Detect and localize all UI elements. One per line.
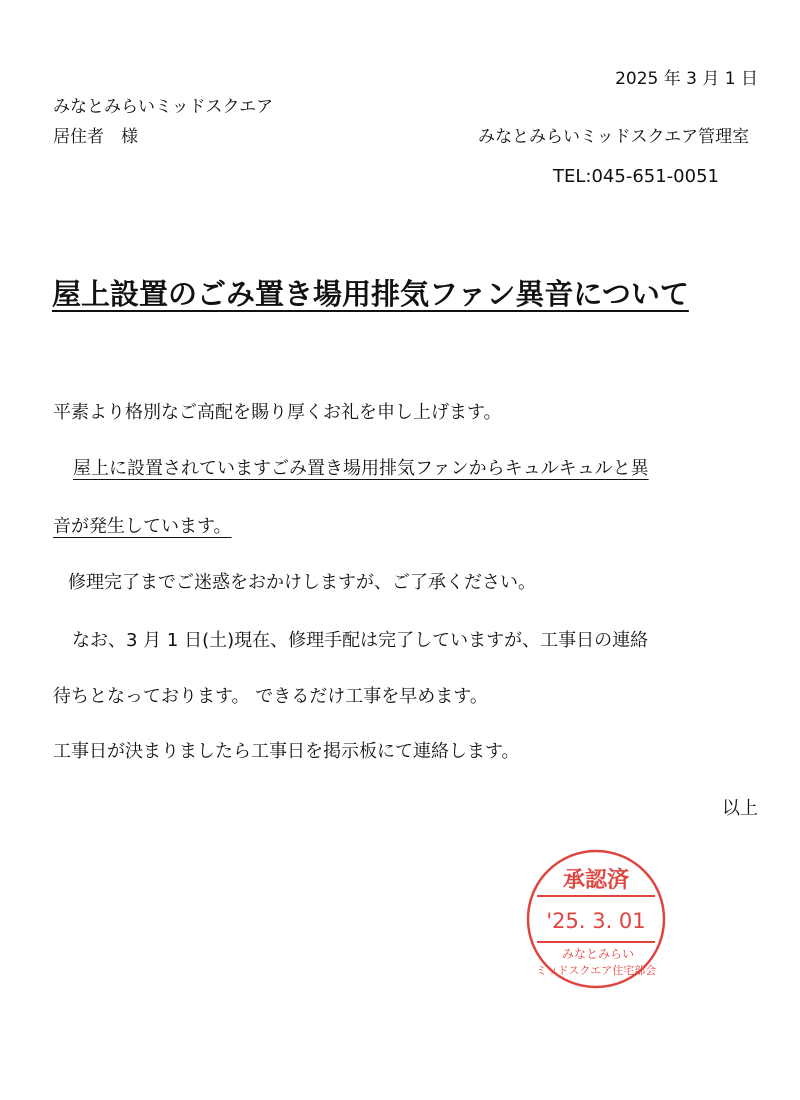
approval-stamp-seal [525, 848, 667, 990]
recipient-building: みなとみらいミッドスクエア [53, 97, 274, 117]
approval-stamp [525, 848, 667, 990]
notice-paragraph: 工事日が決まりましたら工事日を掲示板にて連絡します。 [53, 741, 520, 762]
apology-paragraph: 修理完了までご迷惑をおかけしますが、ご了承ください。 [68, 572, 536, 593]
issue-paragraph-line2: 音が発生しています。 [53, 516, 232, 537]
recipient-residents: 居住者 様 [53, 127, 138, 147]
stamp-approved-text: 承認済 [562, 868, 630, 893]
issue-paragraph-line1: 屋上に設置されていますごみ置き場用排気ファンからキュルキュルと異 [73, 458, 649, 479]
document-date: 2025 年 3 月 1 日 [615, 69, 758, 89]
status-paragraph-line2: 待ちとなっております。 できるだけ工事を早めます。 [53, 686, 488, 707]
closing-mark: 以上 [722, 798, 758, 819]
greeting-paragraph: 平素より格別なご高配を賜り厚くお礼を申し上げます。 [53, 402, 502, 423]
sender-phone: TEL:045-651-0051 [553, 166, 719, 187]
document-title: 屋上設置のごみ置き場用排気ファン異音について [52, 277, 689, 311]
status-paragraph-line1: なお、3 月 1 日(土)現在、修理手配は完了していますが、工事日の連絡 [72, 630, 649, 651]
stamp-date-text: '25. 3. 01 [546, 909, 646, 933]
stamp-org-line2: ミッドスクエア住宅部会 [535, 964, 657, 977]
sender-office: みなとみらいミッドスクエア管理室 [478, 127, 750, 147]
stamp-org-line1: みなとみらい [561, 947, 635, 961]
